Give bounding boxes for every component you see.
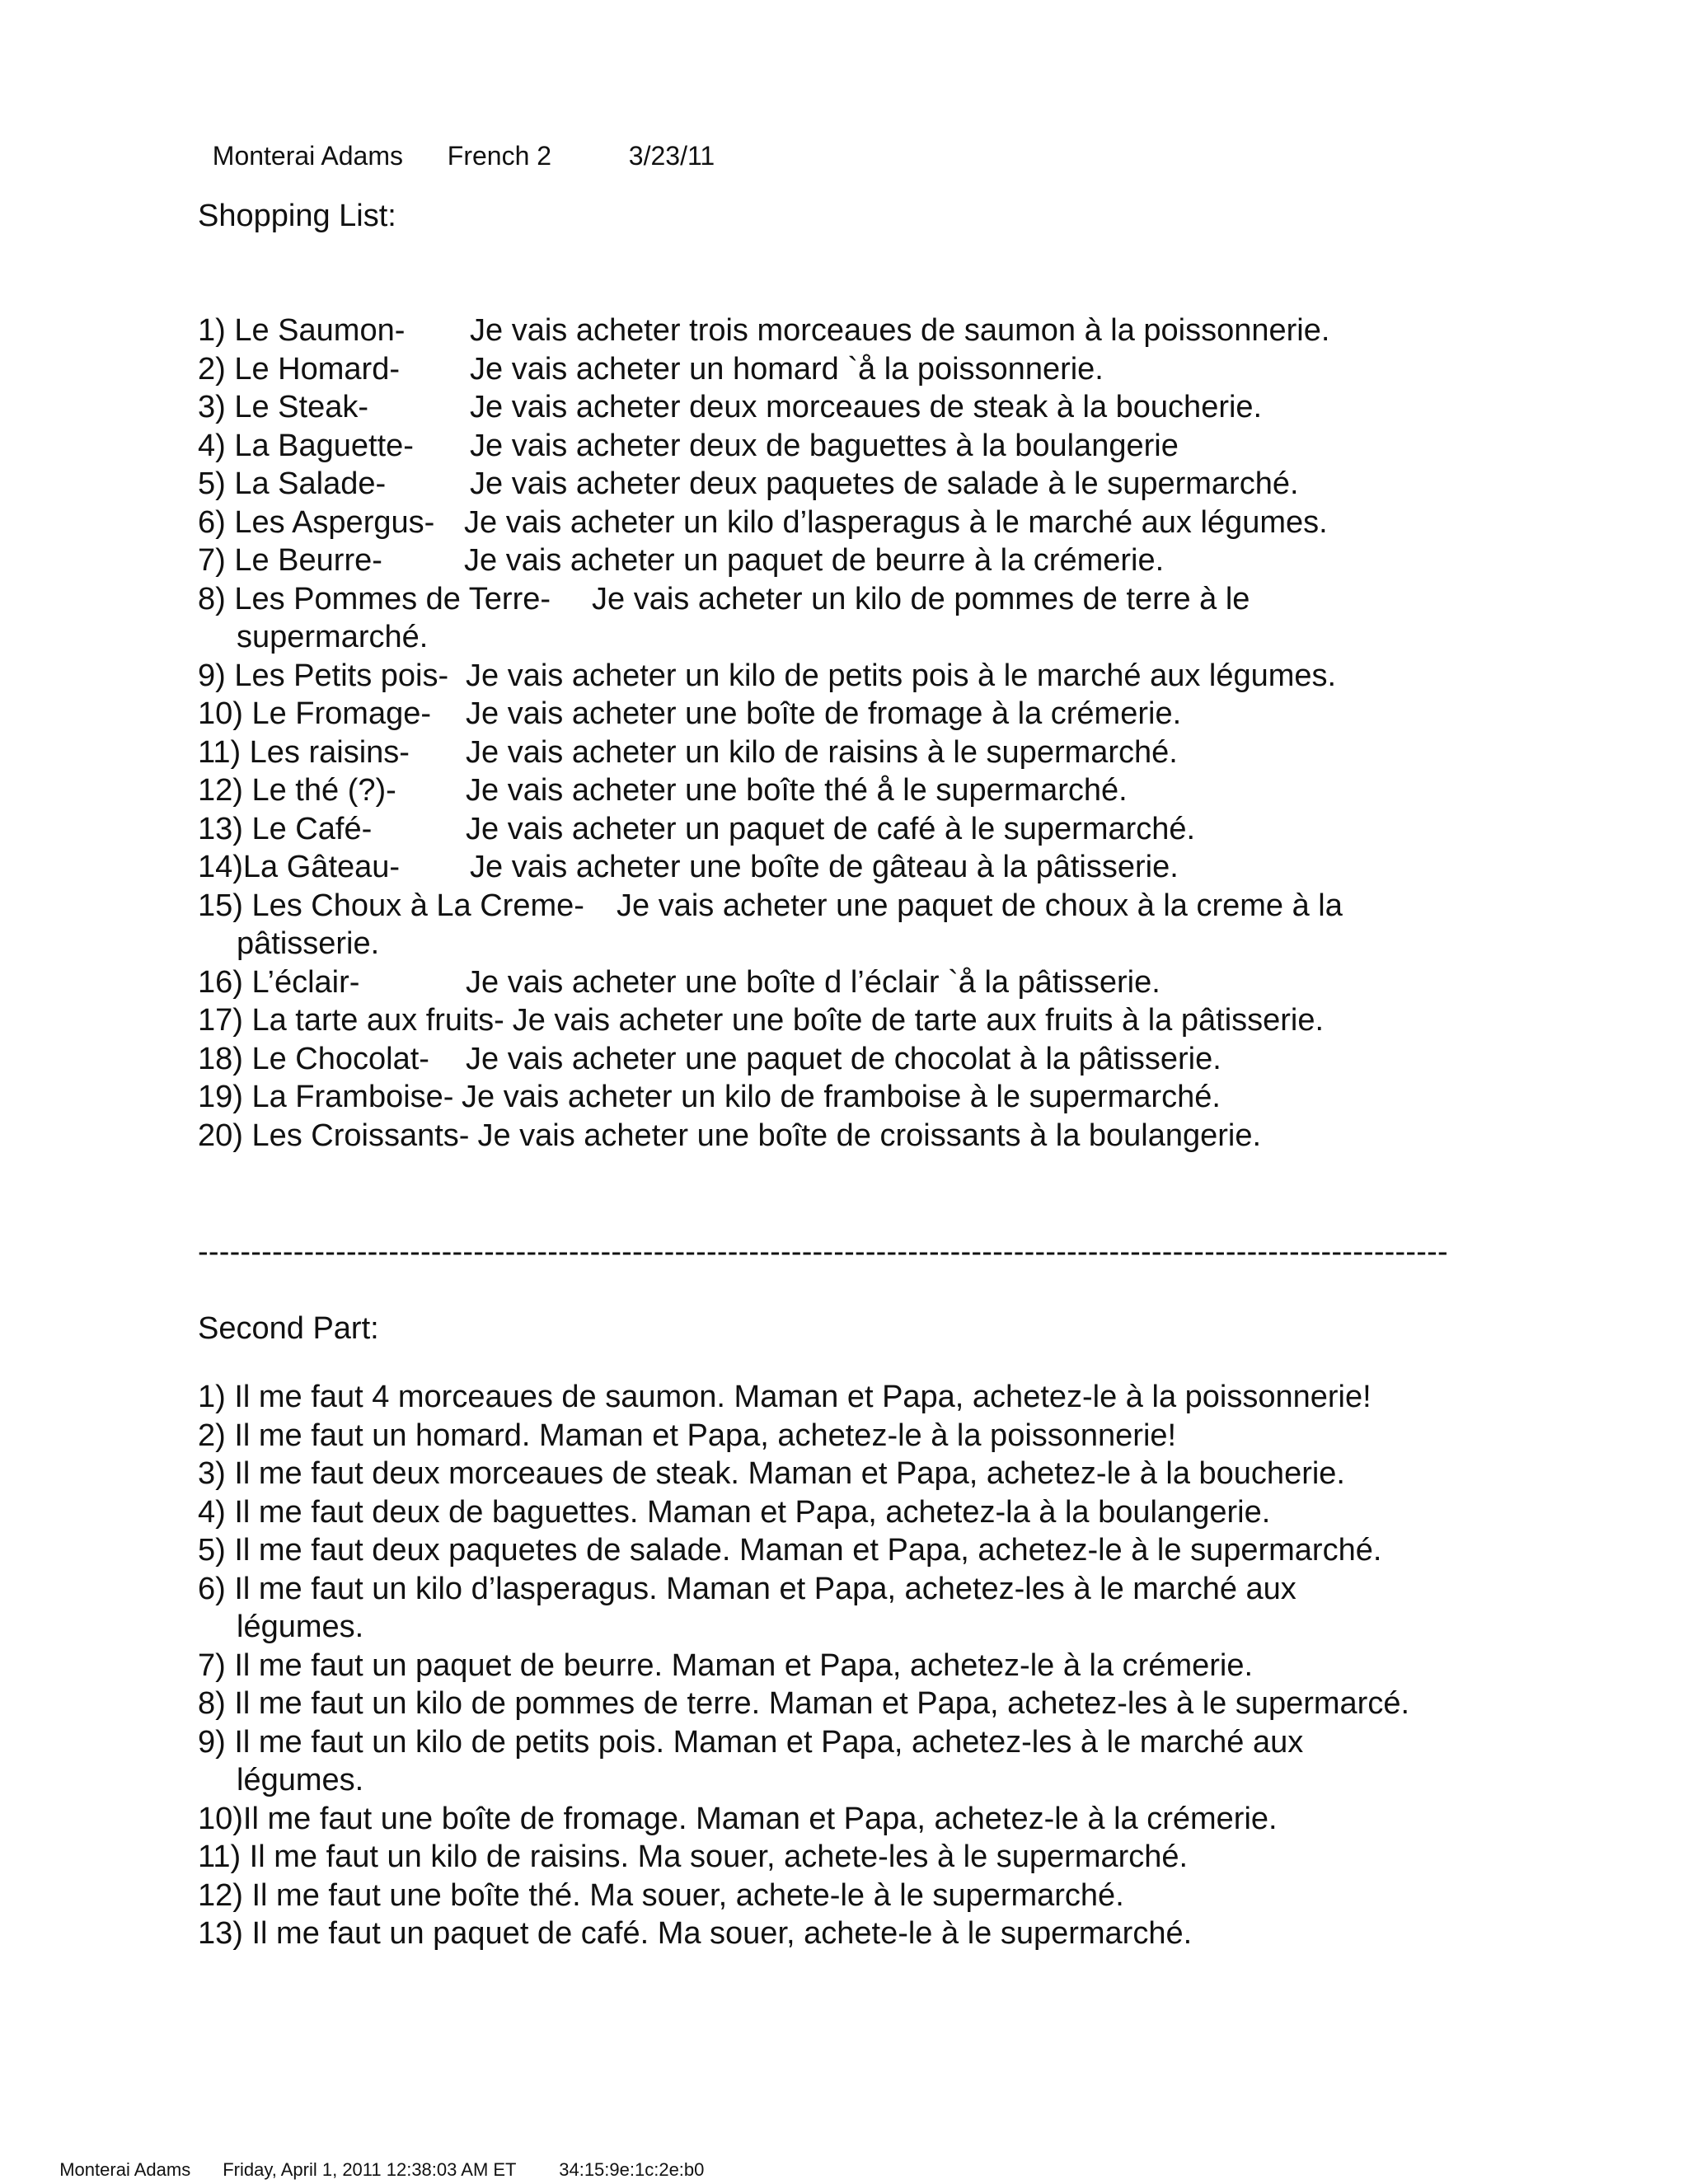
item-sentence: Je vais acheter une paquet de chocolat à la pâtisserie.: [466, 1041, 1221, 1076]
list-item: [198, 771, 1343, 810]
list-item: [198, 541, 1343, 580]
item-sentence: Je vais acheter un paquet de beurre à la crémerie.: [464, 543, 1165, 578]
item-continuation: légumes.: [237, 1610, 364, 1644]
item-word: 6) Les Aspergus-: [198, 504, 435, 540]
list-item: [198, 1531, 1409, 1570]
item-text: 8) Il me faut un kilo de pommes de terre. Maman et Papa, achetez-les à le supermarcé.: [198, 1686, 1410, 1721]
item-sentence: Je vais acheter une boîte d l’éclair `å la pâtisserie.: [466, 964, 1160, 1000]
item-sentence: Je vais acheter trois morceaues de saumon à la poissonnerie.: [470, 313, 1330, 348]
item-text: 11) Il me faut un kilo de raisins. Ma souer, achete-les à le supermarché.: [198, 1840, 1189, 1874]
item-text: 5) Il me faut deux paquetes de salade. Maman et Papa, achetez-le à le supermarché.: [198, 1533, 1382, 1568]
item-word: 13) Le Café-: [198, 811, 373, 846]
item-sentence: Je vais acheter une boîte de tarte aux fruits à la pâtisserie.: [512, 1003, 1325, 1038]
document-date: 3/23/11: [628, 141, 715, 171]
item-word: 11) Les raisins-: [198, 734, 410, 770]
item-text: 13) Il me faut un paquet de café. Ma souer, achete-le à le supermarché.: [198, 1916, 1193, 1951]
item-text: 6) Il me faut un kilo d’lasperagus. Maman et Papa, achetez-les à le marché aux: [198, 1571, 1296, 1606]
item-word: 15) Les Choux à La Creme-: [198, 888, 584, 923]
item-sentence: Je vais acheter un kilo de petits pois à le marché aux légumes.: [466, 658, 1337, 693]
item-sentence: Je vais acheter une boîte de croissants à la boulangerie.: [477, 1118, 1262, 1153]
list-item: [198, 1417, 1409, 1455]
item-sentence: Je vais acheter une boîte de fromage à la crémerie.: [466, 696, 1182, 731]
item-text: 9) Il me faut un kilo de petits pois. Maman et Papa, achetez-les à le marché aux: [198, 1724, 1304, 1760]
list-item: [198, 312, 1343, 350]
list-item: [198, 1877, 1409, 1915]
list-item: [198, 465, 1343, 504]
list-item: [198, 887, 1343, 963]
item-word: 14)La Gâteau-: [198, 850, 401, 884]
item-sentence: Je vais acheter un kilo de raisins à le supermarché.: [466, 734, 1178, 770]
list-item: [198, 695, 1343, 733]
item-word: 7) Le Beurre-: [198, 543, 382, 578]
shopping-list: [198, 312, 1343, 1155]
list-item: [198, 1078, 1343, 1117]
item-text: 10)Il me faut une boîte de fromage. Maman et Papa, achetez-le à la crémerie.: [198, 1801, 1278, 1836]
item-sentence: Je vais acheter un kilo de framboise à le supermarché.: [462, 1080, 1221, 1114]
item-word: 16) L’éclair-: [198, 964, 360, 1000]
list-item: [198, 1723, 1409, 1800]
list-item: [198, 1001, 1343, 1040]
list-item: [198, 350, 1343, 389]
item-word: 5) La Salade-: [198, 466, 387, 501]
list-item: [198, 580, 1343, 657]
item-text: 2) Il me faut un homard. Maman et Papa, achetez-le à la poissonnerie!: [198, 1418, 1177, 1453]
item-word: 20) Les Croissants-: [198, 1118, 470, 1153]
item-text: 4) Il me faut deux de baguettes. Maman et Papa, achetez-la à la boulangerie.: [198, 1494, 1271, 1530]
list-item: [198, 963, 1343, 1002]
item-word: 2) Le Homard-: [198, 351, 400, 387]
list-item: [198, 1040, 1343, 1079]
item-word: 10) Le Fromage-: [198, 696, 432, 731]
item-sentence: Je vais acheter un kilo de pommes de terre à le: [592, 581, 1250, 616]
item-sentence: Je vais acheter deux paquetes de salade à le supermarché.: [470, 466, 1299, 501]
list-item: [198, 1685, 1409, 1723]
list-item: [198, 733, 1343, 772]
item-word: 19) La Framboise-: [198, 1080, 454, 1114]
list-item: [198, 388, 1343, 427]
list-item: [198, 1493, 1409, 1532]
list-item: [198, 848, 1343, 887]
item-word: 18) Le Chocolat-: [198, 1041, 429, 1076]
item-word: 12) Le thé (?)-: [198, 773, 396, 808]
item-text: 3) Il me faut deux morceaues de steak. Maman et Papa, achetez-le à la boucherie.: [198, 1456, 1345, 1491]
second-part-list: [198, 1378, 1409, 1953]
footer-id: 34:15:9e:1c:2e:b0: [559, 2159, 705, 2180]
item-text: 12) Il me faut une boîte thé. Ma souer, achete-le à le supermarché.: [198, 1877, 1124, 1913]
list-item: [198, 427, 1343, 466]
item-word: 9) Les Petits pois-: [198, 658, 449, 693]
item-continuation: légumes.: [237, 1763, 364, 1797]
second-part-title: Second Part:: [198, 1311, 379, 1346]
item-sentence: Je vais acheter deux morceaues de steak à la boucherie.: [470, 390, 1263, 424]
course-name: French 2: [447, 141, 552, 171]
item-text: 1) Il me faut 4 morceaues de saumon. Maman et Papa, achetez-le à la poissonnerie!: [198, 1380, 1372, 1414]
list-item: [198, 1455, 1409, 1493]
list-item: [198, 1838, 1409, 1877]
list-item: [198, 1647, 1409, 1685]
item-sentence: Je vais acheter un kilo d’lasperagus à le marché aux légumes.: [464, 504, 1328, 540]
list-item: [198, 1378, 1409, 1417]
item-sentence: Je vais acheter un homard `å la poissonnerie.: [470, 351, 1104, 387]
item-sentence: Je vais acheter deux de baguettes à la boulangerie: [470, 428, 1179, 463]
item-continuation: pâtisserie.: [237, 926, 380, 961]
author-name: Monterai Adams: [212, 141, 403, 171]
page-footer: [49, 2133, 704, 2182]
list-item: [198, 810, 1343, 849]
list-item: [198, 657, 1343, 696]
item-word: 3) Le Steak-: [198, 390, 368, 424]
item-sentence: Je vais acheter un paquet de café à le supermarché.: [466, 811, 1196, 846]
list-item: [198, 504, 1343, 542]
list-item: [198, 1570, 1409, 1647]
list-item: [198, 1800, 1409, 1839]
footer-name: Monterai Adams: [59, 2159, 191, 2180]
item-word: 1) Le Saumon-: [198, 313, 406, 348]
section-divider: ----------------------------------------------------------------------------------------------------------------------: [198, 1235, 1448, 1269]
item-word: 8) Les Pommes de Terre-: [198, 581, 551, 616]
item-continuation: supermarché.: [237, 620, 429, 654]
list-item: [198, 1117, 1343, 1155]
item-text: 7) Il me faut un paquet de beurre. Maman et Papa, achetez-le à la crémerie.: [198, 1647, 1254, 1683]
list-item: [198, 1915, 1409, 1953]
item-word: 17) La tarte aux fruits-: [198, 1003, 504, 1038]
item-sentence: Je vais acheter une boîte de gâteau à la pâtisserie.: [470, 850, 1179, 884]
item-sentence: Je vais acheter une boîte thé å le supermarché.: [466, 773, 1128, 808]
document-header: [198, 96, 715, 176]
item-word: 4) La Baguette-: [198, 428, 414, 463]
shopping-list-title: Shopping List:: [198, 199, 396, 233]
footer-timestamp: Friday, April 1, 2011 12:38:03 AM ET: [223, 2159, 517, 2180]
item-sentence: Je vais acheter une paquet de choux à la creme à la: [617, 888, 1343, 923]
